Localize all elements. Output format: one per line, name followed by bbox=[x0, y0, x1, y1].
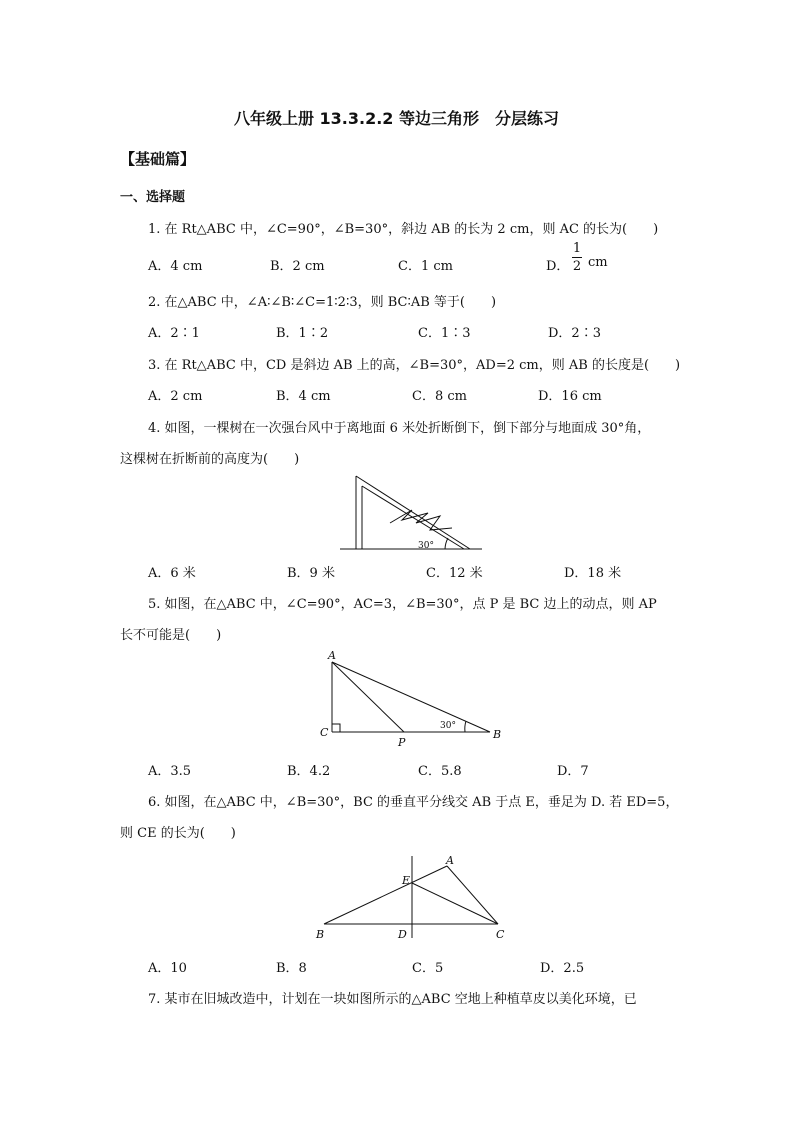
angle-label: 30° bbox=[440, 721, 456, 731]
q4-option-b: B．9 米 bbox=[287, 566, 335, 581]
q5-option-b: B．4.2 bbox=[287, 764, 331, 779]
section-heading: 【基础篇】 bbox=[120, 150, 196, 168]
side-ba bbox=[324, 866, 447, 924]
side-ac bbox=[447, 866, 498, 924]
segment-ap bbox=[332, 662, 404, 732]
angle-b-arc bbox=[465, 721, 466, 732]
fraction-denominator: 2 bbox=[572, 259, 582, 274]
question-1-text: 1. 在 Rt△ABC 中，∠C=90°，∠B=30°，斜边 AB 的长为 2 cm，则 AC 的长为( ) bbox=[148, 222, 659, 237]
q6-option-c: C．5 bbox=[412, 961, 444, 976]
label-a: A bbox=[446, 854, 454, 867]
q5-option-d: D．7 bbox=[557, 764, 589, 779]
q3-option-a: A．2 cm bbox=[148, 389, 203, 404]
q1-option-b: B．2 cm bbox=[270, 259, 325, 274]
q4-option-d: D．18 米 bbox=[564, 566, 622, 581]
q1-option-c: C．1 cm bbox=[398, 259, 453, 274]
q1-option-a: A．4 cm bbox=[148, 259, 203, 274]
fallen-part-outer bbox=[356, 476, 470, 549]
angle-label: 30° bbox=[418, 541, 434, 551]
q6-option-d: D．2.5 bbox=[540, 961, 585, 976]
label-p: P bbox=[398, 736, 406, 749]
label-c: C bbox=[320, 726, 329, 739]
fraction-bar bbox=[572, 257, 582, 258]
question-4-text-line1: 4. 如图，一棵树在一次强台风中于离地面 6 米处折断倒下，倒下部分与地面成 30°角， bbox=[148, 421, 651, 436]
q4-option-a: A．6 米 bbox=[148, 566, 196, 581]
q3-option-d: D．16 cm bbox=[538, 389, 602, 404]
q3-option-c: C．8 cm bbox=[412, 389, 467, 404]
q5-option-c: C．5.8 bbox=[418, 764, 462, 779]
q5-option-a: A．3.5 bbox=[148, 764, 192, 779]
question-6-text-line2: 则 CE 的长为( ) bbox=[120, 826, 236, 841]
page-title: 八年级上册 13.3.2.2 等边三角形 分层练习 bbox=[233, 109, 560, 128]
q2-option-d: D．2∶3 bbox=[548, 326, 601, 341]
label-b: B bbox=[316, 928, 325, 941]
question-7-text-line1: 7. 某市在旧城改造中，计划在一块如图所示的△ABC 空地上种植草皮以美化环境，已 bbox=[148, 992, 637, 1007]
q2-option-c: C．1∶3 bbox=[418, 326, 471, 341]
subsection-heading: 一、选择题 bbox=[120, 190, 186, 205]
question-4-text-line2: 这棵树在折断前的高度为( ) bbox=[120, 452, 300, 467]
question-5-text-line2: 长不可能是( ) bbox=[120, 628, 222, 643]
right-angle-mark bbox=[332, 724, 340, 732]
q1-option-d-fraction bbox=[572, 241, 582, 274]
question-3-text: 3. 在 Rt△ABC 中，CD 是斜边 AB 上的高，∠B=30°，AD=2 cm，则 AB 的长度是( ) bbox=[148, 358, 681, 373]
angle-arc bbox=[445, 538, 448, 549]
break-zigzag bbox=[390, 510, 452, 530]
segment-ec bbox=[412, 883, 498, 924]
label-b: B bbox=[493, 728, 502, 741]
label-a: A bbox=[328, 649, 336, 662]
fraction-numerator: 1 bbox=[572, 241, 582, 256]
triangle-abc-p-figure bbox=[318, 650, 518, 750]
q4-option-c: C．12 米 bbox=[426, 566, 483, 581]
q2-option-b: B．1∶2 bbox=[276, 326, 329, 341]
q6-option-a: A．10 bbox=[148, 961, 187, 976]
perpendicular-bisector-figure bbox=[312, 852, 522, 944]
question-5-text-line1: 5. 如图，在△ABC 中，∠C=90°，AC=3，∠B=30°，点 P 是 BC 边上的动点，则 AP bbox=[148, 597, 657, 612]
q1-option-d: D． bbox=[546, 259, 570, 274]
label-c: C bbox=[496, 928, 505, 941]
label-d: D bbox=[398, 928, 407, 941]
q6-option-b: B．8 bbox=[276, 961, 307, 976]
label-e: E bbox=[402, 874, 411, 887]
question-2-text: 2. 在△ABC 中，∠A∶∠B∶∠C=1∶2∶3，则 BC∶AB 等于( ) bbox=[148, 295, 497, 310]
q1-option-d-unit: cm bbox=[588, 255, 608, 270]
broken-tree-figure bbox=[340, 468, 490, 558]
q3-option-b: B．4 cm bbox=[276, 389, 331, 404]
question-6-text-line1: 6. 如图，在△ABC 中，∠B=30°，BC 的垂直平分线交 AB 于点 E，垂足为 D. 若 ED=5， bbox=[148, 795, 679, 810]
q2-option-a: A．2∶1 bbox=[148, 326, 200, 341]
